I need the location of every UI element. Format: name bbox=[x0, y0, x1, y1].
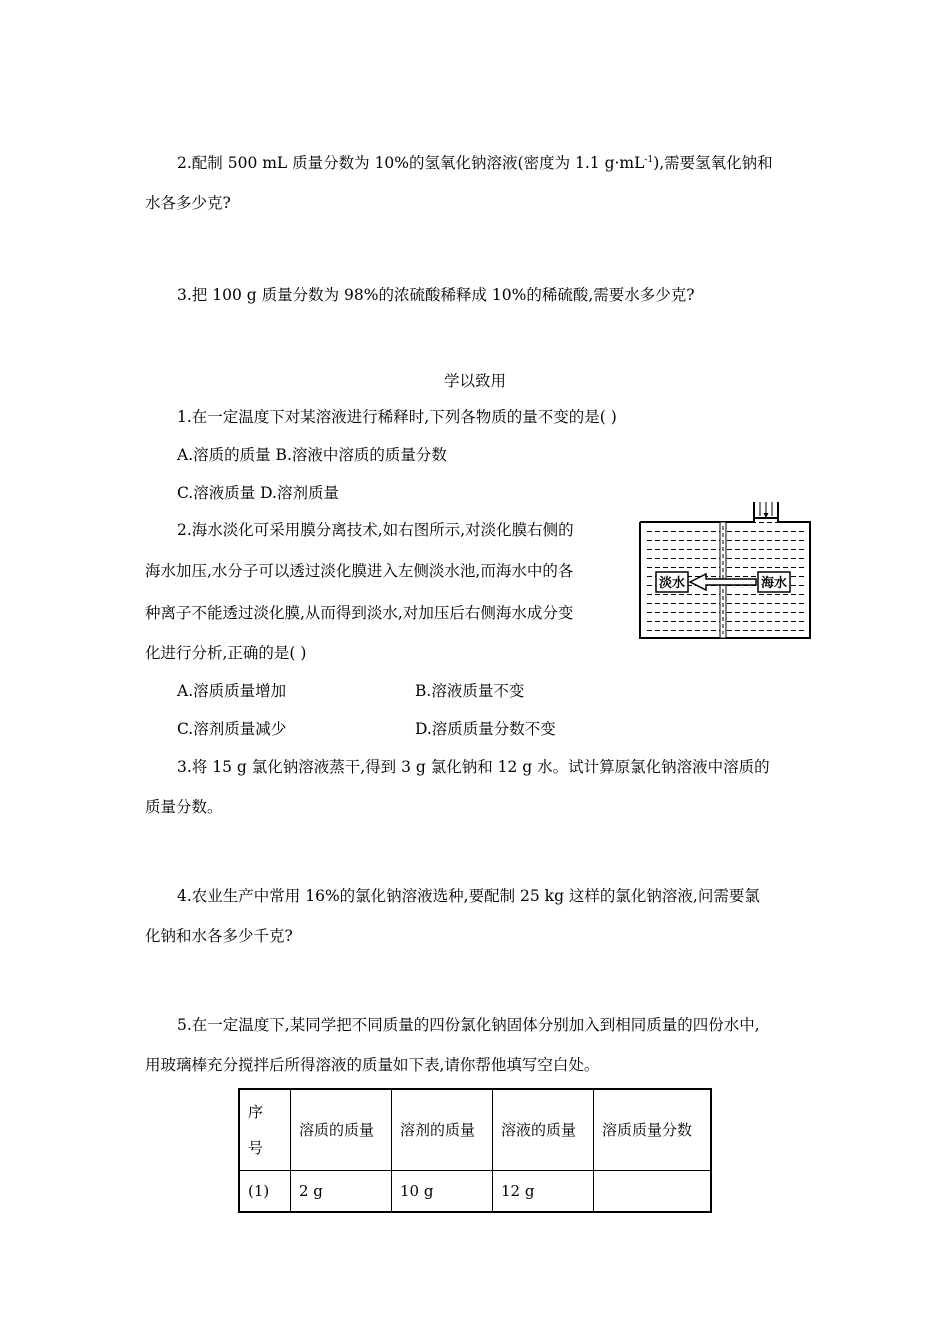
header-index-bottom: 号 bbox=[248, 1139, 264, 1157]
q3-line1: 3.将 15 g 氯化钠溶液蒸干,得到 3 g 氯化钠和 12 g 水。试计算原氯化钠溶液中溶质的 bbox=[177, 758, 770, 776]
q2-line1: 2.海水淡化可采用膜分离技术,如右图所示,对淡化膜右侧的 bbox=[177, 521, 574, 539]
q2-option-d: D.溶质质量分数不变 bbox=[415, 720, 556, 738]
q2-option-b: B.溶液质量不变 bbox=[415, 682, 525, 700]
header-index-top: 序 bbox=[248, 1103, 264, 1121]
header-solvent-mass: 溶剂的质量 bbox=[392, 1089, 493, 1171]
q2-option-a: A.溶质质量增加 bbox=[177, 682, 287, 700]
table-header-row bbox=[239, 1089, 711, 1171]
fresh-water-label: 淡水 bbox=[658, 576, 686, 591]
cell-mass-fraction[interactable] bbox=[594, 1171, 712, 1213]
cell-solute-mass: 2 g bbox=[291, 1171, 392, 1213]
pre-q2-superscript: -1 bbox=[644, 154, 654, 165]
pre-q2-line1-tail: ),需要氢氧化钠和 bbox=[653, 154, 773, 172]
q3-line2: 质量分数。 bbox=[145, 798, 223, 816]
table-row bbox=[239, 1171, 711, 1213]
pre-q2-line2: 水各多少克? bbox=[145, 194, 231, 212]
q4-line2: 化钠和水各多少千克? bbox=[145, 927, 293, 945]
q1-stem: 1.在一定温度下对某溶液进行稀释时,下列各物质的量不变的是( ) bbox=[177, 408, 617, 426]
q5-line1: 5.在一定温度下,某同学把不同质量的四份氯化钠固体分别加入到相同质量的四份水中, bbox=[177, 1016, 760, 1034]
q5-line2: 用玻璃棒充分搅拌后所得溶液的质量如下表,请你帮他填写空白处。 bbox=[145, 1056, 600, 1074]
solution-table bbox=[238, 1088, 712, 1213]
pre-q2-line1 bbox=[177, 153, 773, 173]
q1-options-ab: A.溶质的质量 B.溶液中溶质的质量分数 bbox=[177, 446, 447, 464]
q2-line3: 种离子不能透过淡化膜,从而得到淡水,对加压后右侧海水成分变 bbox=[145, 604, 574, 622]
q1-options-cd: C.溶液质量 D.溶剂质量 bbox=[177, 484, 339, 502]
header-solute-mass: 溶质的质量 bbox=[291, 1089, 392, 1171]
sea-water-label: 海水 bbox=[760, 576, 788, 591]
q2-line4: 化进行分析,正确的是( ) bbox=[145, 644, 307, 662]
header-mass-fraction: 溶质质量分数 bbox=[594, 1089, 712, 1171]
header-index bbox=[239, 1089, 291, 1171]
pre-q2-line1-text: 2.配制 500 mL 质量分数为 10%的氢氧化钠溶液(密度为 1.1 g·mL bbox=[177, 154, 645, 172]
membrane-diagram bbox=[638, 500, 814, 642]
pre-q3: 3.把 100 g 质量分数为 98%的浓硫酸稀释成 10%的稀硫酸,需要水多少克? bbox=[177, 286, 695, 304]
container-inner-wall bbox=[716, 502, 754, 522]
header-solution-mass: 溶液的质量 bbox=[493, 1089, 594, 1171]
piston-water-fill bbox=[754, 518, 778, 530]
cell-index: (1) bbox=[239, 1171, 291, 1213]
q4-line1: 4.农业生产中常用 16%的氯化钠溶液选种,要配制 25 kg 这样的氯化钠溶液,问需要氯 bbox=[177, 887, 760, 905]
cell-solution-mass: 12 g bbox=[493, 1171, 594, 1213]
cell-solvent-mass: 10 g bbox=[392, 1171, 493, 1213]
q2-option-c: C.溶剂质量减少 bbox=[177, 720, 287, 738]
section-title: 学以致用 bbox=[443, 372, 506, 390]
q2-line2: 海水加压,水分子可以透过淡化膜进入左侧淡水池,而海水中的各 bbox=[145, 562, 574, 580]
